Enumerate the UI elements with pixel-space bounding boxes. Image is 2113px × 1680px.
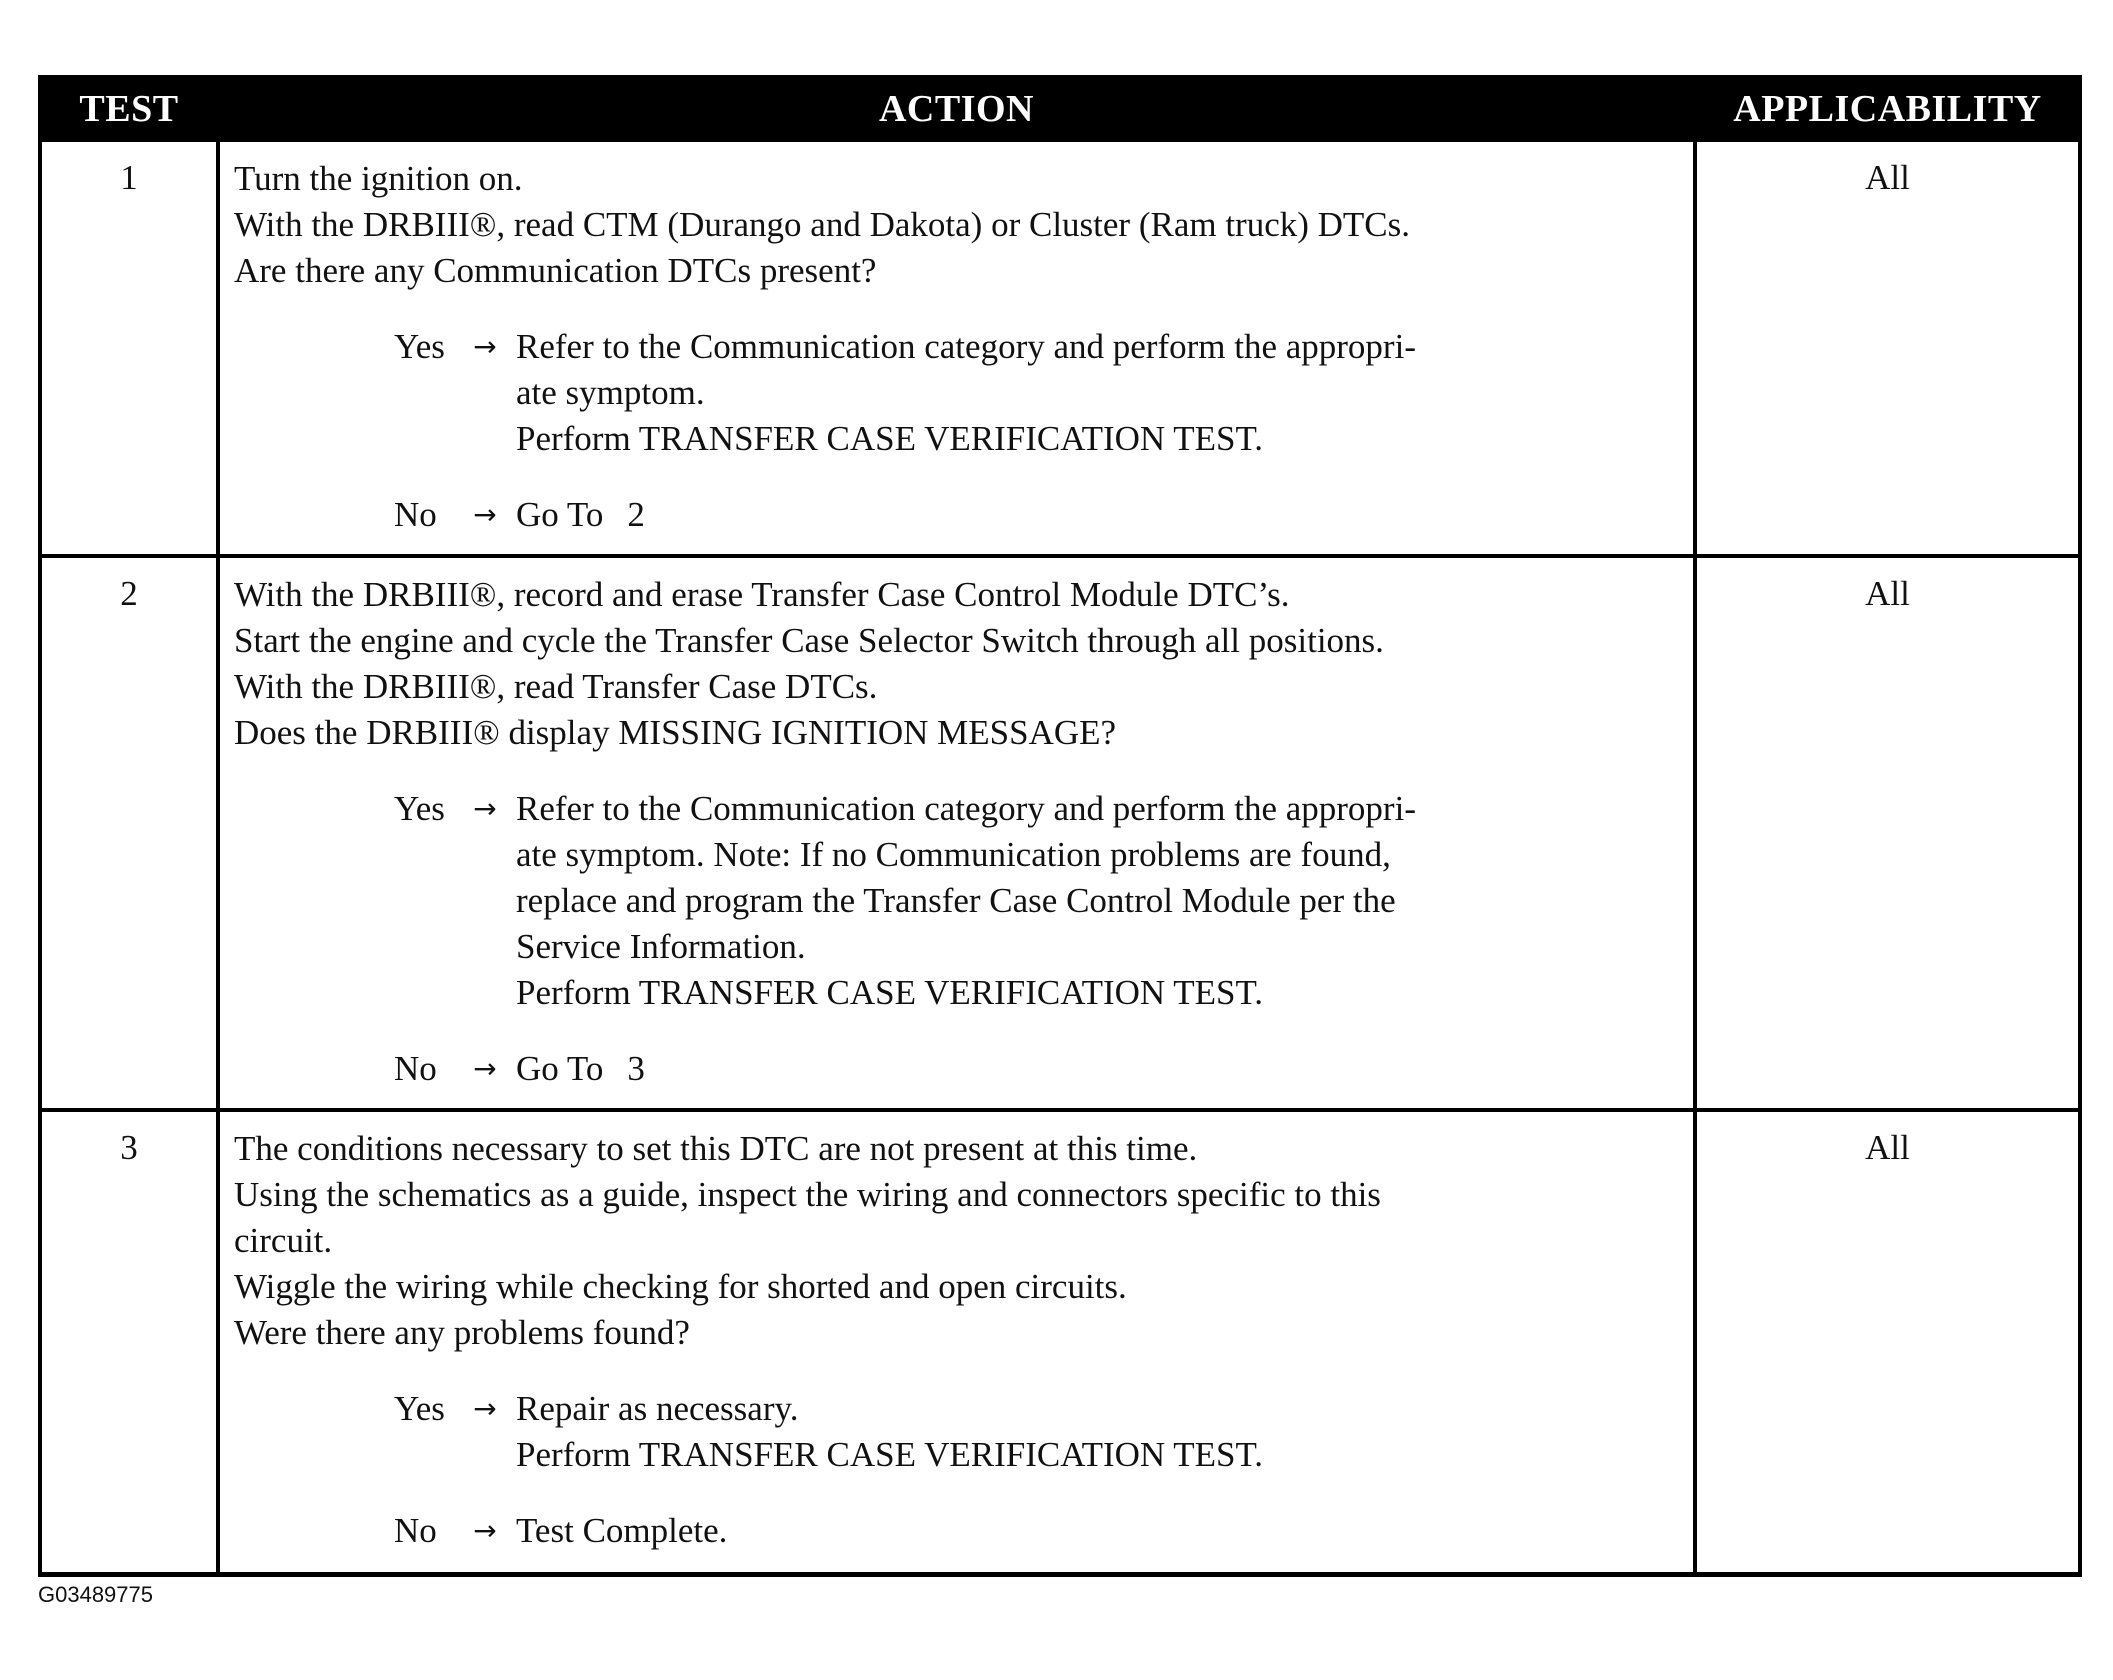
no-instructions (516, 1508, 1681, 1554)
yes-instructions (516, 786, 1681, 1016)
table-row (40, 140, 2080, 556)
action-cell (218, 140, 1695, 556)
action-line: Using the schematics as a guide, inspect the wiring and connectors specific to this (234, 1175, 1381, 1214)
action-line: With the DRBIII®, read CTM (Durango and Dakota) or Cluster (Ram truck) DTCs. (234, 205, 1411, 244)
yes-line: Perform TRANSFER CASE VERIFICATION TEST. (516, 419, 1264, 458)
yes-label: Yes (394, 327, 445, 366)
answer-list (234, 1386, 1681, 1554)
applicability-value: All (1695, 1110, 2080, 1574)
action-cell (218, 1110, 1695, 1574)
test-number: 1 (40, 140, 218, 556)
applicability-value: All (1695, 140, 2080, 556)
action-line: Turn the ignition on. (234, 159, 523, 198)
no-label: No (394, 1511, 437, 1550)
yes-line: Perform TRANSFER CASE VERIFICATION TEST. (516, 973, 1264, 1012)
header-test: TEST (40, 77, 218, 140)
goto-target: 2 (627, 495, 645, 534)
header-action: ACTION (218, 77, 1695, 140)
action-line: Start the engine and cycle the Transfer Case Selector Switch through all positions. (234, 621, 1384, 660)
action-line: With the DRBIII®, read Transfer Case DTCs. (234, 667, 878, 706)
yes-answer (394, 324, 1681, 462)
yes-label: Yes (394, 789, 445, 828)
action-line: The conditions necessary to set this DTC are not present at this time. (234, 1129, 1198, 1168)
table-row (40, 1110, 2080, 1574)
action-line: circuit. (234, 1221, 333, 1260)
diagnostic-test-table (38, 75, 2082, 1577)
yes-answer (394, 1386, 1681, 1478)
yes-line: Refer to the Communication category and perform the appropri- (516, 327, 1416, 366)
answer-list (234, 324, 1681, 538)
right-arrow-icon: → (473, 792, 497, 825)
action-line: Were there any problems found? (234, 1313, 690, 1352)
yes-line: Perform TRANSFER CASE VERIFICATION TEST. (516, 1435, 1264, 1474)
answer-list (234, 786, 1681, 1092)
right-arrow-icon: → (473, 330, 497, 363)
no-answer (394, 1508, 1681, 1554)
yes-line: Service Information. (516, 927, 806, 966)
test-complete-text: Test Complete. (516, 1511, 728, 1550)
goto-text: Go To (516, 495, 604, 534)
table-header-row (40, 77, 2080, 140)
right-arrow-icon: → (473, 1392, 497, 1425)
action-line: Wiggle the wiring while checking for shorted and open circuits. (234, 1267, 1127, 1306)
no-answer (394, 492, 1681, 538)
no-answer (394, 1046, 1681, 1092)
yes-line: Repair as necessary. (516, 1389, 799, 1428)
goto-target: 3 (627, 1049, 645, 1088)
yes-line: replace and program the Transfer Case Control Module per the (516, 881, 1396, 920)
figure-id: G03489775 (38, 1582, 153, 1607)
right-arrow-icon: → (473, 1052, 497, 1085)
no-label: No (394, 495, 437, 534)
no-instructions (516, 1046, 1681, 1092)
yes-line: ate symptom. (516, 373, 705, 412)
test-number: 2 (40, 556, 218, 1110)
yes-answer (394, 786, 1681, 1016)
yes-instructions (516, 324, 1681, 462)
no-instructions (516, 492, 1681, 538)
goto-text: Go To (516, 1049, 604, 1088)
yes-line: Refer to the Communication category and perform the appropri- (516, 789, 1416, 828)
table-row (40, 556, 2080, 1110)
test-number: 3 (40, 1110, 218, 1574)
yes-line: ate symptom. Note: If no Communication problems are found, (516, 835, 1391, 874)
yes-label: Yes (394, 1389, 445, 1428)
action-line: Are there any Communication DTCs present? (234, 251, 877, 290)
no-label: No (394, 1049, 437, 1088)
action-line: With the DRBIII®, record and erase Transfer Case Control Module DTC’s. (234, 575, 1290, 614)
action-line: Does the DRBIII® display MISSING IGNITION MESSAGE? (234, 713, 1117, 752)
right-arrow-icon: → (473, 498, 497, 531)
right-arrow-icon: → (473, 1514, 497, 1547)
header-applicability: APPLICABILITY (1695, 77, 2080, 140)
action-cell (218, 556, 1695, 1110)
applicability-value: All (1695, 556, 2080, 1110)
yes-instructions (516, 1386, 1681, 1478)
